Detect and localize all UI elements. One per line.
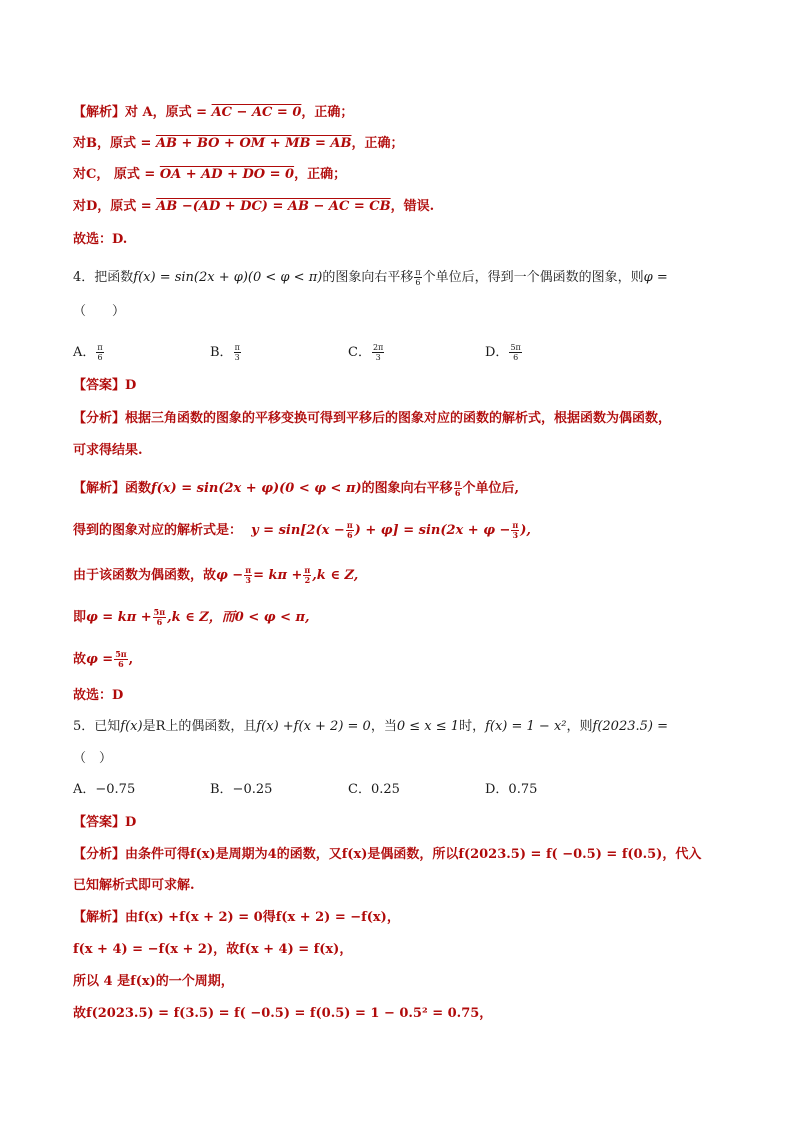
denominator: 6: [513, 353, 519, 362]
text: 个单位后，得到一个偶函数的图象，则: [422, 270, 644, 285]
option-label: C．: [348, 345, 371, 360]
math: f(x) = sin(2x + φ)(0 < φ < π): [133, 270, 323, 285]
q5-solution-line-1: [73, 909, 400, 927]
numerator: π: [234, 343, 240, 352]
text: ，错误.: [390, 199, 435, 214]
solution-tag: 【解析】: [73, 910, 126, 925]
option-label: B．: [210, 345, 233, 360]
fraction: [114, 650, 127, 669]
q4-answer: 【答案】D: [73, 378, 137, 393]
q3-solution-line-3: [73, 166, 346, 184]
text: 由f(x) +f(x + 2) = 0得f(x + 2) = −f(x)，: [125, 910, 400, 925]
analysis-tag: 【分析】: [73, 847, 126, 862]
fraction: [244, 566, 252, 585]
math: 0 < φ < π,: [234, 610, 310, 625]
math: ),: [520, 523, 531, 538]
math: = kπ +: [253, 568, 303, 583]
text: ，则: [566, 719, 593, 734]
vector-expression: AB −(AD + DC) = AB − AC = CB: [156, 199, 391, 214]
math: ) + φ] = sin(2x + φ −: [354, 523, 511, 538]
numerator: π: [97, 343, 103, 352]
text: 5．已知: [73, 719, 121, 734]
text: 对D，原式 =: [73, 199, 157, 214]
text: 由条件可得f(x)是周期为4的函数，又f(x)是偶函数，所以f(2023.5) = f( −0.5) = f(0.5)，代入: [125, 847, 702, 862]
q4-analysis-2: 可求得结果.: [73, 443, 143, 458]
q5-option-d[interactable]: D．0.75: [485, 782, 538, 797]
text: ，正确；: [351, 136, 404, 151]
fraction: [234, 343, 241, 362]
numerator: 2π: [372, 343, 384, 352]
q5-stem: [73, 718, 668, 736]
numerator: π: [304, 565, 311, 575]
q4-option-a[interactable]: [73, 343, 105, 362]
q5-solution-line-4: 故f(2023.5) = f(3.5) = f( −0.5) = f(0.5) = 1 − 0.5² = 0.75，: [73, 1006, 493, 1021]
text: ，当: [370, 719, 397, 734]
math: f(2023.5) =: [592, 719, 668, 734]
text: 对 A，原式 =: [125, 105, 212, 120]
text: 的图象向右平移: [322, 270, 414, 285]
q4-solution-line-5: [73, 650, 133, 669]
fraction: [414, 268, 421, 287]
denominator: 6: [97, 353, 103, 362]
math: f(x) +f(x + 2) = 0: [256, 719, 371, 734]
denominator: 2: [304, 575, 311, 585]
text: 故: [73, 652, 87, 667]
q3-choice: 故选：D.: [73, 232, 128, 247]
fraction: [346, 521, 354, 540]
text: 由于该函数为偶函数，故: [73, 568, 217, 583]
math: f(x) = 1 − x²: [485, 719, 567, 734]
q4-choice: 故选：D: [73, 688, 124, 703]
q5-option-c[interactable]: C．0.25: [348, 782, 400, 797]
numerator: 5π: [510, 343, 521, 352]
text: 得到的图象对应的解析式是：: [73, 523, 243, 538]
fraction: [509, 343, 521, 362]
fraction: [96, 343, 103, 362]
text: 即: [73, 610, 87, 625]
math: 0 ≤ x ≤ 1: [396, 719, 460, 734]
q4-option-d[interactable]: [485, 343, 523, 362]
vector-expression: AB + BO + OM + MB = AB: [155, 136, 352, 151]
text: 是R上的偶函数，且: [142, 719, 257, 734]
denominator: 3: [245, 575, 251, 585]
denominator: 3: [512, 530, 519, 540]
option-label: A．: [73, 345, 96, 360]
math: ,k ∈ Z,: [312, 568, 359, 583]
math: φ = kπ +: [86, 610, 152, 625]
numerator: 5π: [115, 649, 127, 659]
analysis-tag: 【分析】: [73, 411, 126, 426]
q4-solution-line-3: [73, 566, 358, 585]
denominator: 6: [346, 530, 353, 540]
denominator: 6: [454, 488, 461, 498]
fraction: [153, 608, 166, 627]
numerator: π: [454, 478, 461, 488]
fraction: [372, 343, 384, 362]
text: 时，: [459, 719, 486, 734]
solution-tag: 【解析】: [73, 481, 126, 496]
text: 函数: [125, 481, 152, 496]
q4-option-b[interactable]: [210, 343, 242, 362]
q3-solution-line-1: [73, 104, 353, 122]
text: 4．把函数: [73, 270, 134, 285]
numerator: 5π: [153, 607, 166, 617]
denominator: 6: [156, 617, 163, 627]
numerator: π: [415, 268, 421, 277]
q5-option-b[interactable]: B．−0.25: [210, 782, 273, 797]
option-label: D．: [485, 345, 509, 360]
fraction: [511, 521, 519, 540]
q4-paren: （ ）: [73, 304, 126, 319]
text: 根据三角函数的图象的平移变换可得到平移后的图象对应的函数的解析式，根据函数为偶函数，: [125, 411, 672, 426]
text: 对B，原式 =: [73, 136, 156, 151]
solution-tag: 【解析】: [73, 105, 126, 120]
q4-stem: [73, 268, 668, 287]
text: 个单位后,: [462, 481, 520, 496]
q4-analysis: [73, 410, 671, 428]
q4-solution-line-1: [73, 479, 519, 498]
q4-solution-line-4: [73, 608, 310, 627]
vector-expression: OA + AD + DO = 0: [159, 167, 295, 182]
math: φ =: [643, 270, 668, 285]
text: ，正确；: [294, 167, 347, 182]
text: 的图象向右平移: [361, 481, 453, 496]
q5-option-a[interactable]: A．−0.75: [73, 782, 136, 797]
text: ，正确；: [301, 105, 354, 120]
math: f(x): [120, 719, 143, 734]
numerator: π: [512, 520, 519, 530]
q4-option-c[interactable]: [348, 343, 385, 362]
q5-analysis: [73, 846, 701, 864]
denominator: 6: [415, 278, 421, 287]
math: y = sin[2(x −: [251, 523, 345, 538]
vector-expression: AC − AC = 0: [211, 105, 302, 120]
math: ,k ∈ Z，而: [167, 610, 235, 625]
text: 对C， 原式 =: [73, 167, 160, 182]
denominator: 3: [234, 353, 240, 362]
text: ,: [128, 652, 134, 667]
q5-analysis-2: 已知解析式即可求解.: [73, 878, 195, 893]
q3-solution-line-2: [73, 135, 404, 153]
math: f(x) = sin(2x + φ)(0 < φ < π): [151, 481, 362, 496]
denominator: 6: [118, 659, 124, 669]
q3-solution-line-4: [73, 198, 434, 216]
denominator: 3: [375, 353, 381, 362]
math: φ =: [86, 652, 114, 667]
numerator: π: [245, 565, 252, 575]
q5-paren: （ ）: [73, 751, 113, 766]
numerator: π: [346, 520, 353, 530]
fraction: [454, 479, 462, 498]
q4-solution-line-2: [73, 521, 531, 540]
q5-answer: 【答案】D: [73, 815, 137, 830]
q5-solution-line-2: f(x + 4) = −f(x + 2)，故f(x + 4) = f(x)，: [73, 942, 353, 957]
fraction: [303, 566, 311, 585]
math: φ −: [216, 568, 244, 583]
q5-solution-line-3: 所以 4 是f(x)的一个周期，: [73, 974, 234, 989]
